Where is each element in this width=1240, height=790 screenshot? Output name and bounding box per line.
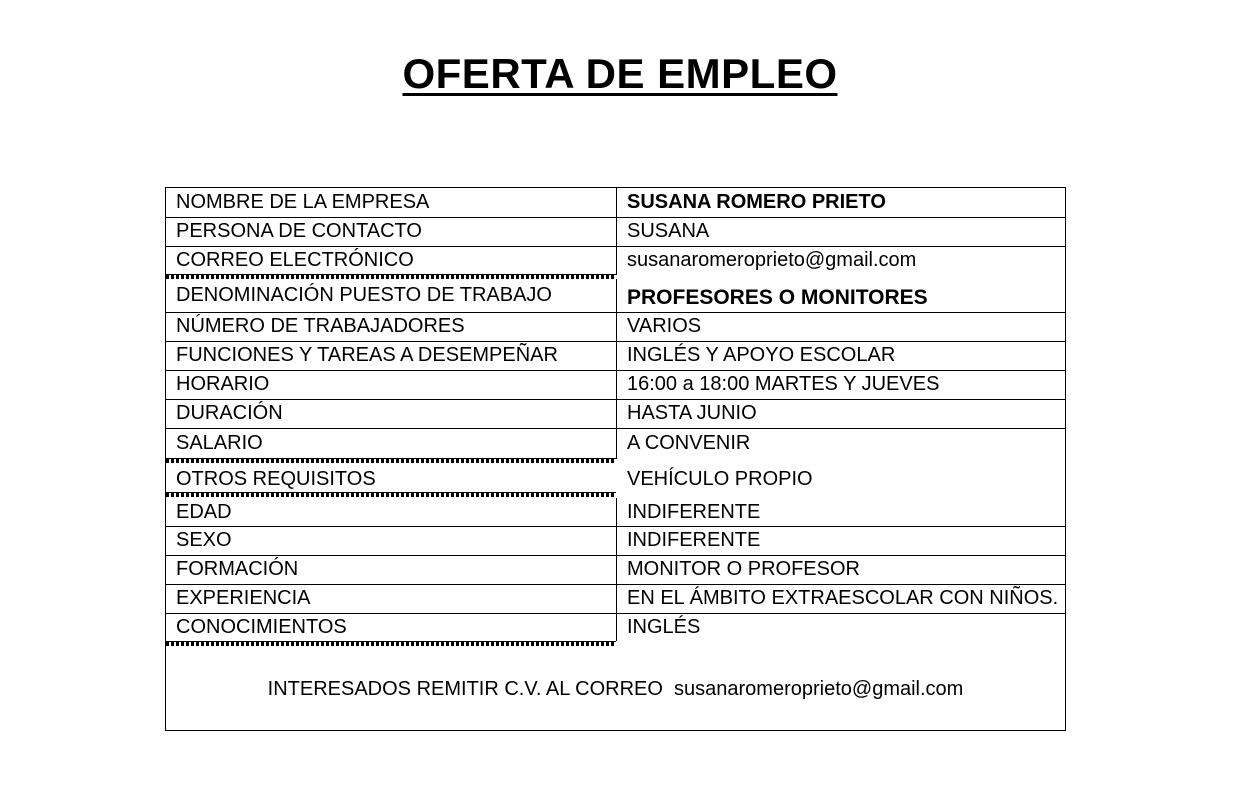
label-experience: EXPERIENCIA [176,587,311,609]
table-row [166,399,1065,428]
table-row [166,584,1065,613]
row-divider [166,399,1065,400]
row-divider [166,526,1065,527]
row-divider [166,370,1065,371]
value-other-requirements: VEHÍCULO PROPIO [627,468,813,490]
value-number-workers: VARIOS [616,312,1065,341]
value-contact-person: SUSANA [616,217,1065,246]
value-knowledge: INGLÉS [616,613,1065,641]
table-row [166,498,1065,526]
row-divider [166,217,1065,218]
label-other-requirements: OTROS REQUISITOS [176,468,376,490]
row-divider [166,584,1065,585]
value-training: MONITOR O PROFESOR [616,555,1065,584]
application-instructions: INTERESADOS REMITIR C.V. AL CORREO susanaromeroprieto@gmail.com [267,678,964,700]
table-row [166,341,1065,370]
value-functions: INGLÉS Y APOYO ESCOLAR [616,341,1065,370]
label-job-title: DENOMINACIÓN PUESTO DE TRABAJO [176,284,552,306]
value-company-name: SUSANA ROMERO PRIETO [616,188,1065,217]
page-title: OFERTA DE EMPLEO [402,50,838,97]
label-salary: SALARIO [176,432,263,454]
table-row [166,217,1065,246]
label-duration: DURACIÓN [176,402,283,424]
table-row [166,555,1065,584]
row-divider [166,555,1065,556]
dashed-divider [166,641,616,646]
label-schedule: HORARIO [176,373,270,395]
value-sex: INDIFERENTE [616,526,1065,555]
table-row [166,526,1065,555]
row-divider [166,613,1065,614]
label-functions: FUNCIONES Y TAREAS A DESEMPEÑAR [176,344,558,366]
label-age: EDAD [176,500,232,523]
value-experience: EN EL ÁMBITO EXTRAESCOLAR CON NIÑOS. [616,584,1065,613]
label-sex: SEXO [176,529,232,551]
value-age: INDIFERENTE [616,498,1065,526]
row-divider [166,246,1065,247]
table-row [166,370,1065,399]
dashed-divider [166,458,616,463]
row-divider [166,428,1065,429]
value-job-title: PROFESORES O MONITORES [616,279,1065,312]
dashed-divider [166,274,616,279]
row-divider [166,341,1065,342]
table-row [166,428,1065,459]
row-divider [166,312,1065,313]
job-offer-table [165,187,1066,731]
table-row [166,246,1065,275]
value-salary: A CONVENIR [616,428,1065,459]
label-company-name: NOMBRE DE LA EMPRESA [176,191,430,213]
table-row [166,613,1065,641]
value-email: susanaromeroprieto@gmail.com [616,246,1065,275]
table-row [166,312,1065,341]
dashed-divider [166,492,616,497]
label-number-workers: NÚMERO DE TRABAJADORES [176,315,465,337]
label-knowledge: CONOCIMIENTOS [176,615,347,638]
value-schedule: 16:00 a 18:00 MARTES Y JUEVES [616,370,1065,399]
table-row [166,279,1065,312]
table-row [166,188,1065,217]
value-duration: HASTA JUNIO [616,399,1065,428]
label-email: CORREO ELECTRÓNICO [176,249,414,271]
label-contact-person: PERSONA DE CONTACTO [176,220,422,242]
label-training: FORMACIÓN [176,558,299,580]
